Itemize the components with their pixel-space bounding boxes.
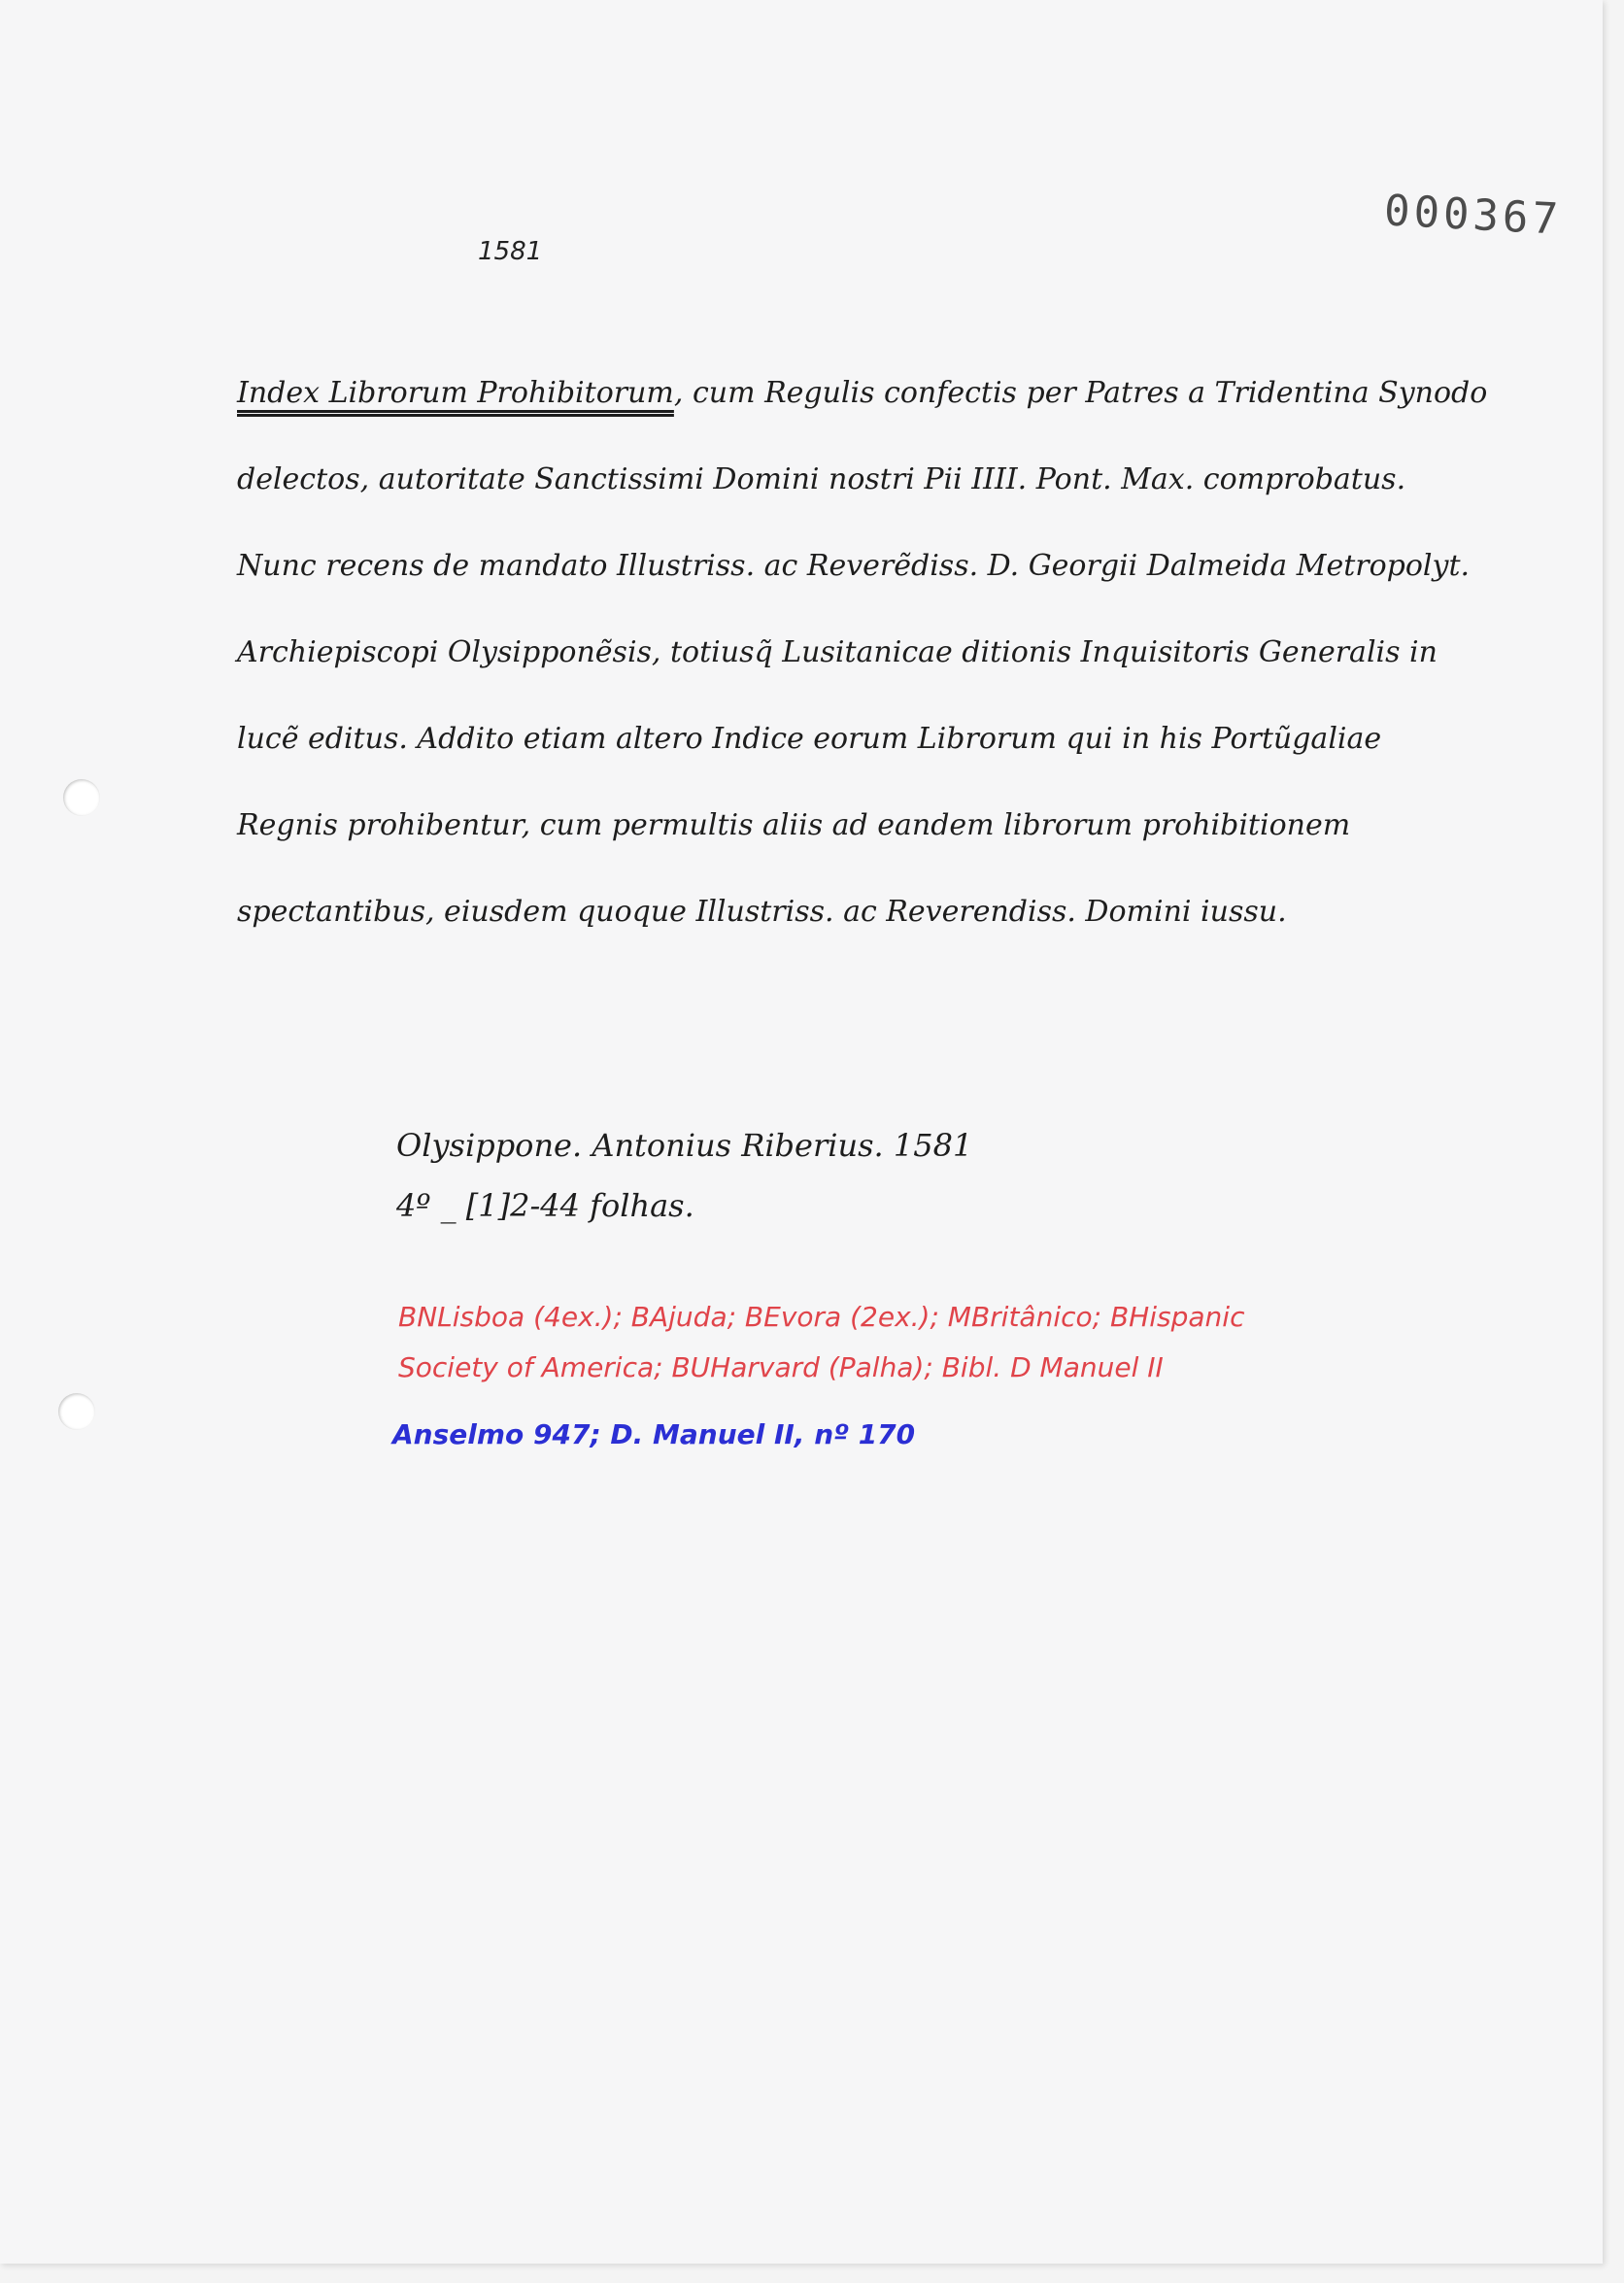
bibliographic-entry xyxy=(237,350,1490,955)
holdings-line: BNLisboa (4ex.); BAjuda; BEvora (2ex.); MBritânico; BHispanic xyxy=(398,1301,1245,1333)
references: Anselmo 947; D. Manuel II, nº 170 xyxy=(392,1418,916,1450)
imprint-format: 4º _ [1]2-44 folhas. xyxy=(396,1187,694,1224)
imprint-place-printer-year: Olysippone. Antonius Riberius. 1581 xyxy=(396,1127,973,1164)
stamp-number: 000367 xyxy=(1382,186,1564,245)
holdings-line: Society of America; BUHarvard (Palha); Bibl. D Manuel II xyxy=(398,1351,1164,1383)
punch-hole xyxy=(58,1393,95,1430)
holdings-list xyxy=(398,1292,1486,1393)
punch-hole xyxy=(63,779,100,816)
entry-body: , cum Regulis confectis per Patres a Tridentina Synodo delectos, autoritate Sanctissimi Domini nostri Pii IIII. Pont. Max. comprobatus. Nunc recens de mandato Illustriss. ac Reverẽdiss. D. Georgii Dalmeida Metropolyt. Archiepiscopi Olysipponẽsis, totiusq̃ Lusitanicae ditionis Inquisitoris Generalis in lucẽ editus. Addito etiam altero Indice eorum Librorum qui in his Portũgaliae Regnis prohibentur, cum permultis aliis ad eandem librorum prohibitionem spectantibus, eiusdem quoque Illustriss. ac Reverendiss. Domini iussu. xyxy=(237,376,1488,929)
entry-title: Index Librorum Prohibitorum xyxy=(237,376,674,410)
year-heading: 1581 xyxy=(478,237,543,266)
imprint xyxy=(396,1115,972,1236)
